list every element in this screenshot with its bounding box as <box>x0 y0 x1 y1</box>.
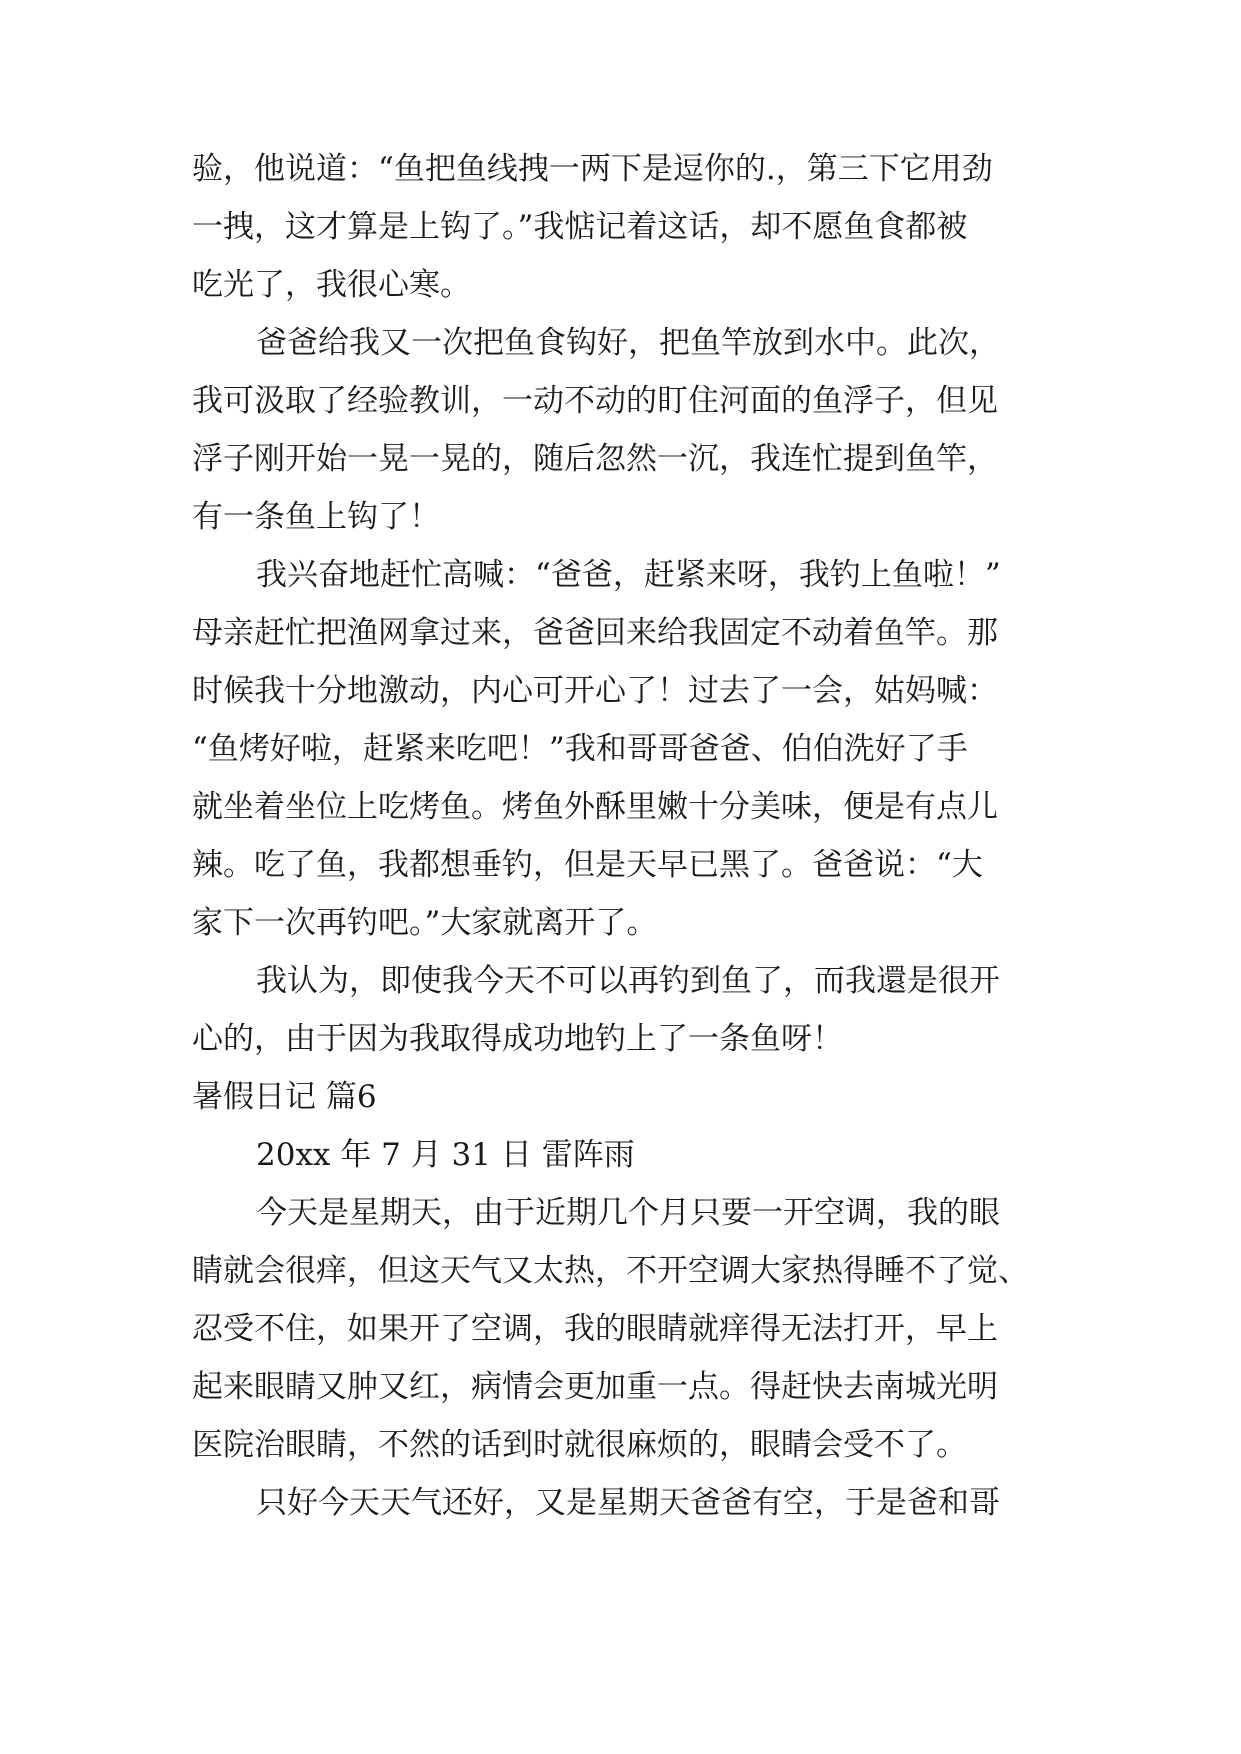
text-line: 时候我十分地激动，内心可开心了！过去了一会，姑妈喊： <box>192 673 998 709</box>
text-line: 忍受不住，如果开了空调，我的眼睛就痒得无法打开，早上 <box>192 1311 998 1347</box>
text-line: 家下一次再钓吧。”大家就离开了。 <box>192 905 658 941</box>
paragraph-start-line: 我兴奋地赶忙高喊：“爸爸，赶紧来呀，我钓上鱼啦！” <box>256 557 1001 593</box>
text-line: 睛就会很痒，但这天气又太热，不开空调大家热得睡不了觉、 <box>192 1253 1029 1289</box>
paragraph-start-line: 爸爸给我又一次把鱼食钩好，把鱼竿放到水中。此次， <box>256 325 1000 361</box>
text-line: 就坐着坐位上吃烤鱼。烤鱼外酥里嫩十分美味，便是有点儿 <box>192 789 998 825</box>
text-line: 我可汲取了经验教训，一动不动的盯住河面的鱼浮子，但见 <box>192 383 998 419</box>
paragraph-start-line: 我认为，即使我今天不可以再钓到鱼了，而我還是很开 <box>256 963 1000 999</box>
text-line: 心的，由于因为我取得成功地钓上了一条鱼呀！ <box>192 1021 843 1057</box>
text-line: 辣。吃了鱼，我都想垂钓，但是天早已黑了。爸爸说：“大 <box>192 847 983 883</box>
text-line: 吃光了，我很心寒。 <box>192 267 471 303</box>
document-body <box>192 140 1052 1532</box>
paragraph-start-line: 只好今天天气还好，又是星期天爸爸有空，于是爸和哥 <box>256 1485 1000 1521</box>
text-line: 一拽，这才算是上钩了。”我惦记着这话，却不愿鱼食都被 <box>192 209 968 245</box>
paragraph-start-line: 今天是星期天，由于近期几个月只要一开空调，我的眼 <box>256 1195 1000 1231</box>
text-line: 起来眼睛又肿又红，病情会更加重一点。得赶快去南城光明 <box>192 1369 998 1405</box>
text-line: “鱼烤好啦，赶紧来吃吧！”我和哥哥爸爸、伯伯洗好了手 <box>192 731 968 767</box>
text-line: 浮子刚开始一晃一晃的，随后忽然一沉，我连忙提到鱼竿， <box>192 441 998 477</box>
text-line: 有一条鱼上钩了！ <box>192 499 440 535</box>
text-line: 验，他说道：“鱼把鱼线拽一两下是逗你的.，第三下它用劲 <box>192 151 993 187</box>
text-line: 医院治眼睛，不然的话到时就很麻烦的，眼睛会受不了。 <box>192 1427 967 1463</box>
section-heading: 暑假日记 篇6 <box>192 1079 377 1115</box>
diary-date-line: 20xx 年 7 月 31 日 雷阵雨 <box>256 1137 635 1173</box>
text-line: 母亲赶忙把渔网拿过来，爸爸回来给我固定不动着鱼竿。那 <box>192 615 998 651</box>
